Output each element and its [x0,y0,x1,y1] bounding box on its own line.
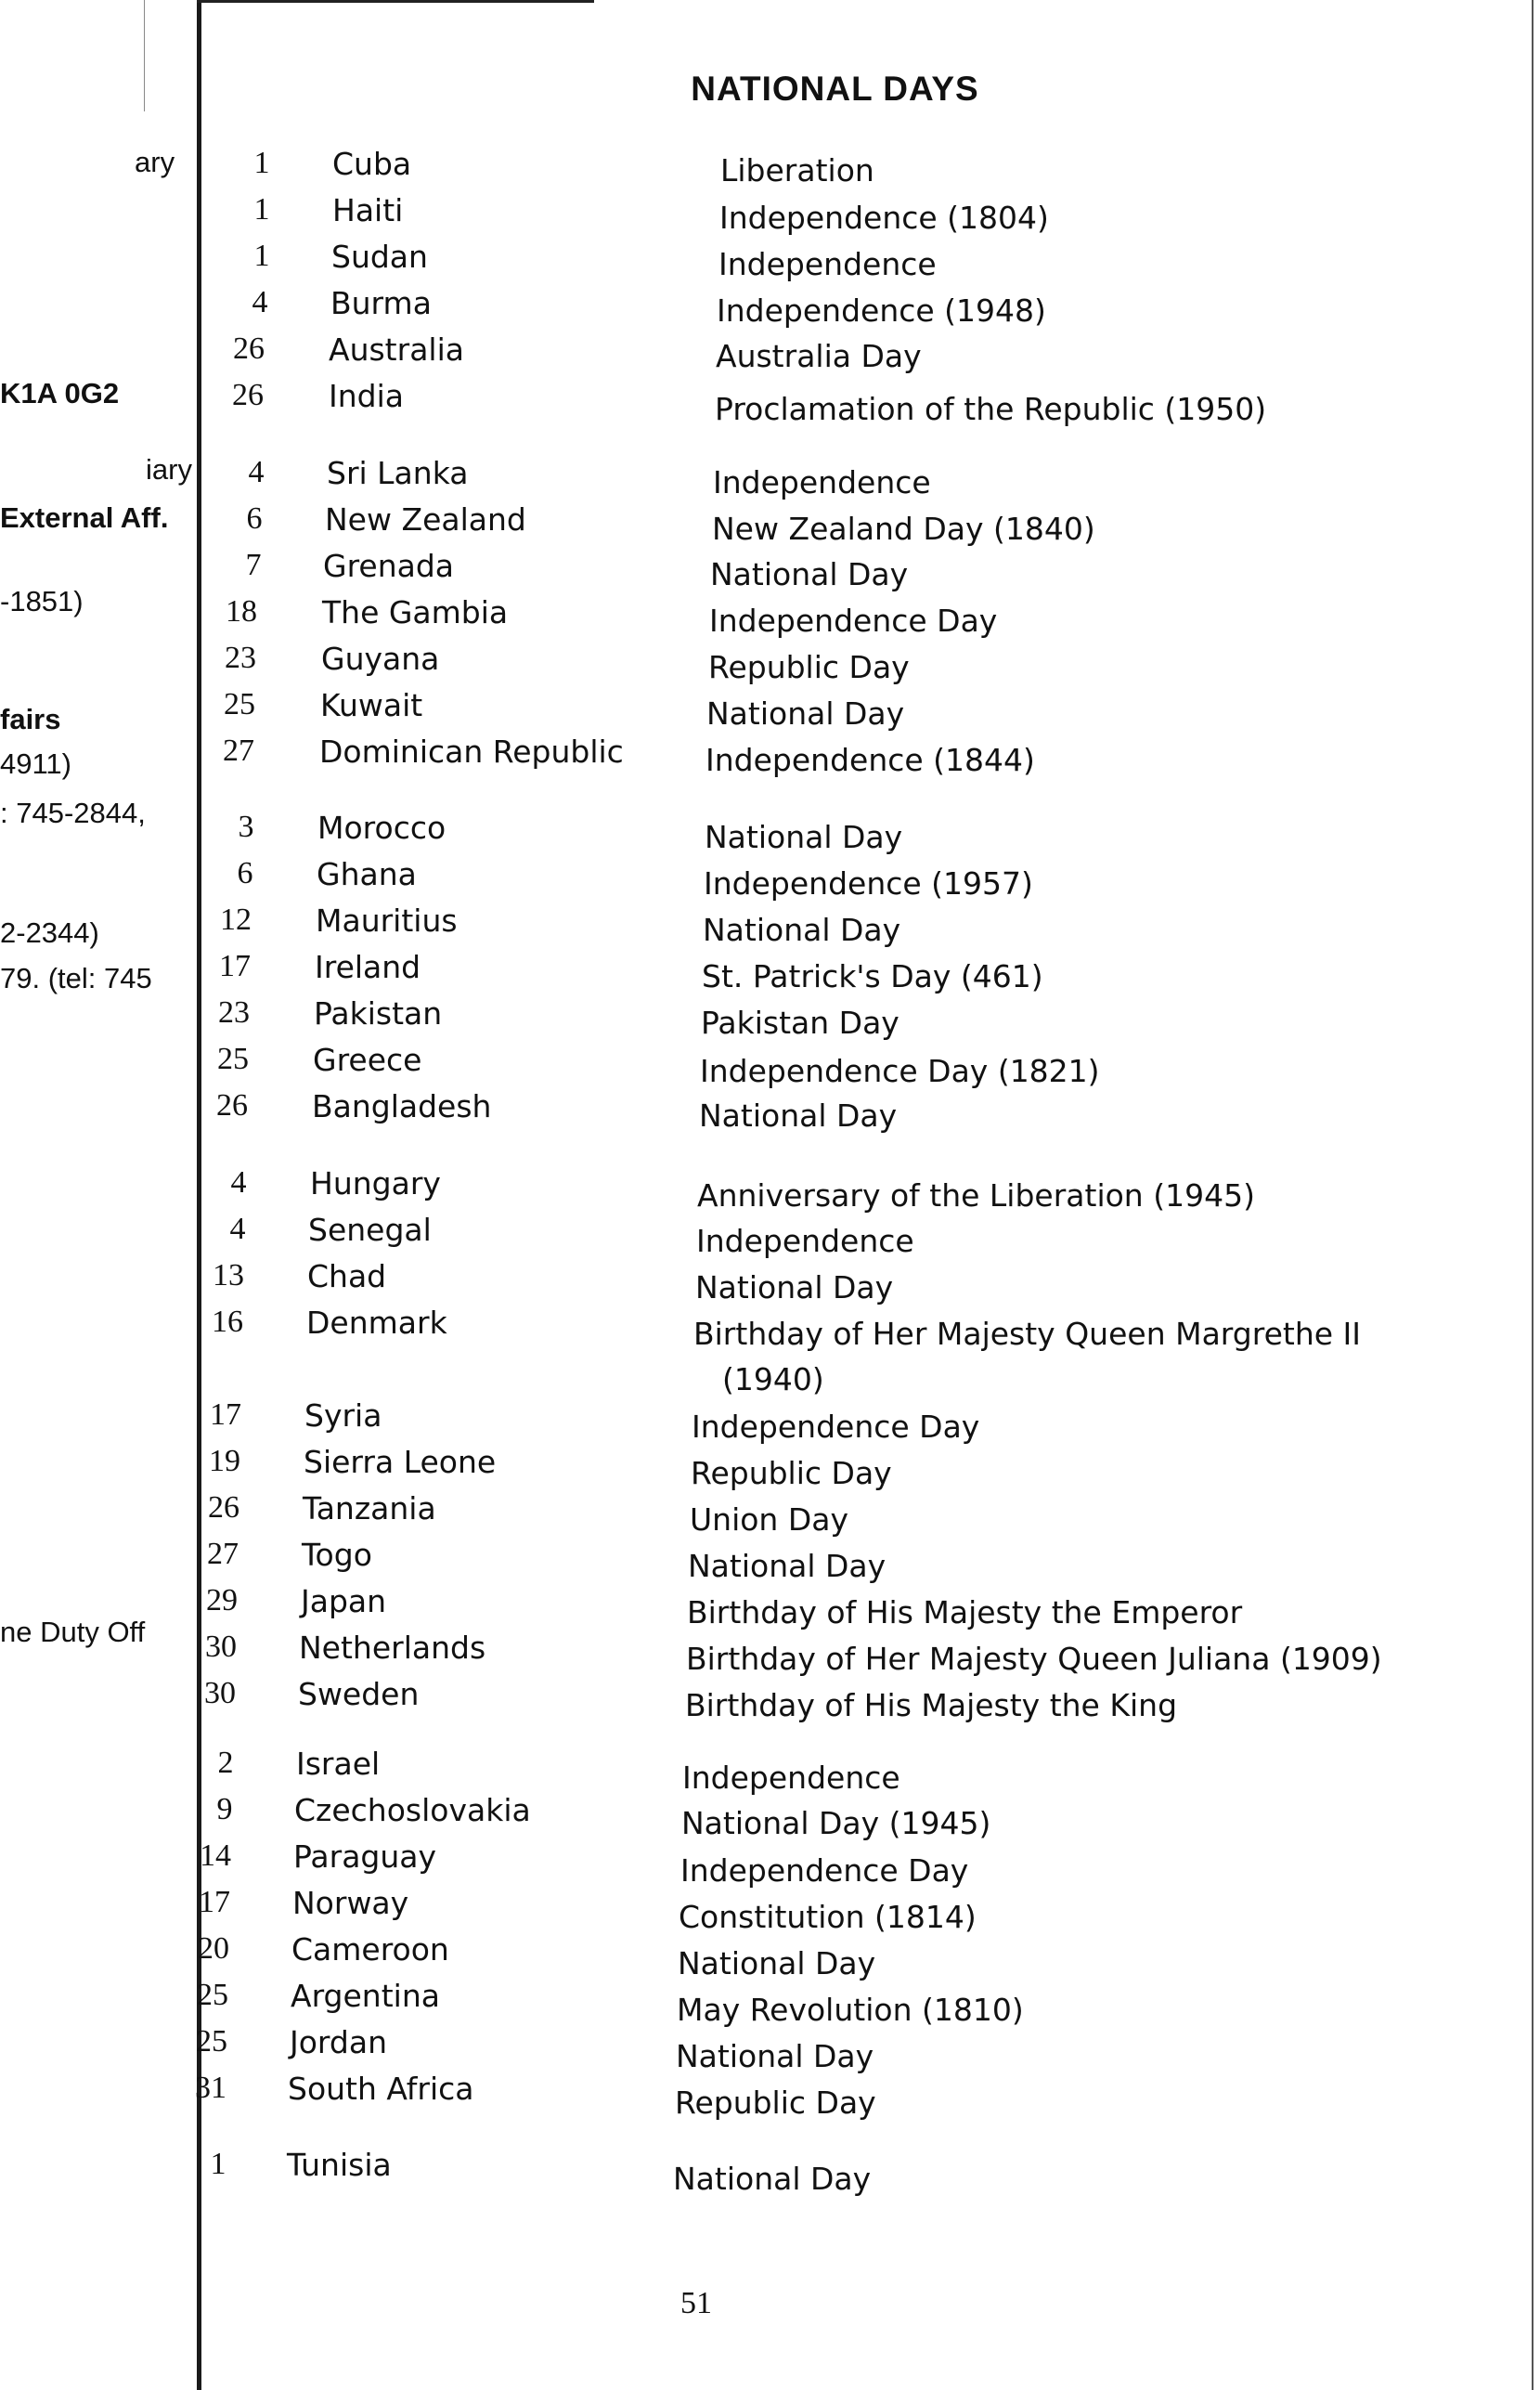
entry-country: Sri Lanka [327,455,469,491]
entry-row [0,856,1540,903]
entry-occasion: Independence [696,1223,914,1259]
entry-day: 6 [246,501,263,536]
entry-country: Tunisia [287,2147,392,2183]
entry-occasion: May Revolution (1810) [677,1992,1024,2028]
entry-row [0,331,1540,378]
entry-country: Mauritius [316,903,458,939]
margin-fragment: 4911) [0,747,71,780]
entry-occasion: Independence [718,246,937,282]
entry-country: Kuwait [320,687,423,723]
entry-row [0,1258,1540,1305]
entry-day: 18 [226,594,257,629]
entry-row [0,378,1540,427]
entry-occasion: Independence Day [709,603,998,639]
entry-country: Denmark [306,1305,447,1341]
entry-day: 27 [207,1537,239,1571]
entry-country: Ghana [317,856,417,892]
entry-country: Senegal [308,1212,432,1248]
entry-occasion: Independence [682,1760,900,1796]
entry-row [0,501,1540,548]
entry-occasion: Independence Day (1821) [700,1053,1100,1089]
entry-country: Grenada [323,548,455,584]
margin-fragment: fairs [0,703,61,735]
entry-country: Netherlands [299,1630,486,1666]
entry-row [0,1042,1540,1088]
entry-day: 17 [219,949,251,983]
margin-fragment: 2-2344) [0,916,99,949]
entry-row [0,146,1540,192]
entry-row [0,548,1540,594]
entry-occasion: Independence Day [680,1852,969,1889]
entry-occasion: Pakistan Day [701,1005,899,1041]
entry-country: Australia [329,331,464,368]
entry-day: 12 [220,903,252,937]
entry-occasion: Independence (1948) [717,292,1046,329]
entry-row [0,1305,1540,1351]
entry-row [0,1885,1540,1935]
entry-occasion: National Day [705,819,903,855]
entry-day: 17 [210,1397,241,1432]
entry-row [0,1838,1540,1889]
entry-country: The Gambia [322,594,509,630]
entry-day: 4 [248,455,265,489]
page-title: NATIONAL DAYS [691,70,979,108]
entry-occasion: Independence (1804) [719,200,1049,236]
entry-occasion: Birthday of His Majesty the Emperor [687,1594,1243,1630]
entry-occasion: Independence (1844) [705,742,1035,778]
entry-occasion: Constitution (1814) [679,1899,977,1935]
entry-occasion: National Day [706,695,905,732]
entry-row [0,1746,1540,1796]
entry-occasion: Republic Day [675,2085,876,2121]
entry-occasion: National Day [676,2038,874,2074]
entry-row [0,2024,1540,2074]
entry-country: Guyana [321,641,440,677]
entry-occasion: National Day [673,2161,872,2197]
entry-day: 25 [196,2024,227,2059]
margin-fragment: 79. (tel: 745 [0,962,152,994]
entry-country: Hungary [310,1165,441,1201]
entry-occasion: Birthday of Her Majesty Queen Margrethe II [693,1316,1361,1352]
entry-occasion: Independence Day [692,1409,980,1445]
entry-country: Jordan [290,2024,387,2060]
entry-day: 25 [197,1978,228,2012]
entry-country: Morocco [317,810,446,846]
entry-row [0,1537,1540,1583]
entry-row [0,455,1540,501]
entry-row [0,641,1540,687]
entry-occasion: Liberation [720,152,874,188]
entry-country: Cameroon [291,1931,449,1968]
entry-country: Bangladesh [312,1088,492,1124]
entry-country: Argentina [291,1978,440,2014]
entry-day: 7 [245,548,262,582]
entry-row [0,1978,1540,2028]
entry-day: 20 [198,1931,229,1966]
entry-country: Czechoslovakia [294,1792,531,1828]
entry-row [0,687,1540,734]
entry-occasion: Anniversary of the Liberation (1945) [697,1177,1255,1214]
entry-country: Burma [330,285,432,321]
entry-day: 1 [253,192,270,227]
entry-row [0,594,1540,641]
entry-row [0,239,1540,285]
entry-country: Sierra Leone [304,1444,497,1480]
entry-day: 31 [195,2071,226,2105]
entry-country: Sweden [298,1676,420,1712]
margin-fragment: ary [135,146,175,178]
entry-day: 30 [204,1676,236,1710]
entry-day: 17 [199,1885,230,1919]
entry-country: South Africa [288,2071,474,2107]
entry-occasion: National Day [688,1548,886,1584]
entry-country: Dominican Republic [319,734,624,770]
entry-country: Japan [301,1583,387,1619]
entry-row [0,903,1540,949]
entry-row [0,1792,1540,1841]
entry-row [0,285,1540,331]
entry-day: 26 [233,331,265,366]
entry-day: 3 [238,810,254,844]
page-number: 51 [680,2286,712,2320]
entry-occasion: Proclamation of the Republic (1950) [715,391,1267,427]
entry-row [0,1676,1540,1722]
entry-day: 6 [237,856,253,890]
entry-day: 23 [218,995,250,1030]
entry-occasion: Republic Day [708,649,910,685]
entry-occasion: St. Patrick's Day (461) [702,958,1043,994]
entry-country: Cuba [332,146,412,182]
entry-day: 26 [216,1088,248,1123]
entry-row [0,1165,1540,1212]
entry-occasion: National Day [710,556,909,592]
entry-occasion: Independence (1957) [704,865,1033,902]
entry-row [0,1397,1540,1444]
entry-occasion: New Zealand Day (1840) [712,511,1095,547]
entry-row [0,1444,1540,1490]
entry-row [0,1583,1540,1630]
entry-row [0,2071,1540,2121]
entry-row [0,734,1540,780]
entry-occasion-continued: (1940) [722,1361,824,1397]
entry-row [0,2147,1540,2197]
entry-country: New Zealand [325,501,526,538]
entry-country: Syria [304,1397,382,1434]
entry-occasion: National Day [695,1269,894,1305]
entry-day: 1 [210,2147,226,2181]
entry-occasion: National Day (1945) [681,1805,991,1841]
entry-occasion: National Day [703,912,901,948]
entry-day: 30 [205,1630,237,1664]
entry-day: 23 [225,641,256,675]
entry-day: 4 [252,285,268,319]
entry-occasion: Union Day [690,1501,848,1538]
entry-day: 16 [212,1305,243,1339]
entry-occasion: Republic Day [691,1455,892,1491]
top-rule [197,0,594,3]
entry-day: 29 [206,1583,238,1617]
entry-row [0,810,1540,856]
entry-occasion: Birthday of His Majesty the King [685,1687,1178,1723]
entry-day: 4 [229,1212,246,1246]
entry-country: Haiti [332,192,404,228]
entry-day: 1 [253,239,270,273]
entry-day: 4 [230,1165,247,1200]
entry-country: Norway [292,1885,409,1921]
entry-country: Ireland [315,949,421,985]
entry-row [0,1212,1540,1258]
margin-fragment: K1A 0G2 [0,377,120,409]
margin-fragment: ne Duty Off [0,1616,146,1648]
margin-fragment: External Aff. [0,501,169,534]
margin-fragment: -1851) [0,585,84,617]
entry-day: 13 [213,1258,244,1292]
entry-day: 1 [253,146,270,180]
entry-day: 25 [224,687,255,721]
entry-day: 9 [216,1792,233,1826]
entry-row [0,995,1540,1042]
entry-country: Israel [296,1746,381,1782]
entry-day: 2 [217,1746,234,1780]
entry-day: 26 [208,1490,239,1525]
margin-fragment: iary [146,453,192,486]
entry-occasion: National Day [699,1098,898,1134]
entry-row [0,1630,1540,1676]
entry-country: Greece [313,1042,422,1078]
entry-day: 25 [217,1042,249,1076]
entry-row [0,949,1540,995]
entry-day: 27 [223,734,254,768]
entry-row [0,1490,1540,1537]
entry-country: Paraguay [293,1838,437,1875]
entry-country: Sudan [331,239,428,275]
margin-fragment: : 745-2844, [0,797,146,829]
entry-occasion: Birthday of Her Majesty Queen Juliana (1909) [686,1641,1382,1677]
entry-row [0,1088,1540,1135]
entry-country: Togo [302,1537,372,1573]
entry-country: Tanzania [303,1490,436,1526]
entry-row [0,192,1540,239]
entry-occasion: National Day [678,1945,876,1981]
entry-country: Pakistan [314,995,443,1032]
entry-day: 19 [209,1444,240,1478]
entry-country: Chad [307,1258,387,1294]
entry-day: 26 [232,378,264,412]
entry-country: India [329,378,404,414]
entry-day: 14 [200,1838,231,1873]
entry-row [0,1931,1540,1981]
entry-occasion: Australia Day [716,338,922,374]
entry-occasion: Independence [713,464,931,500]
